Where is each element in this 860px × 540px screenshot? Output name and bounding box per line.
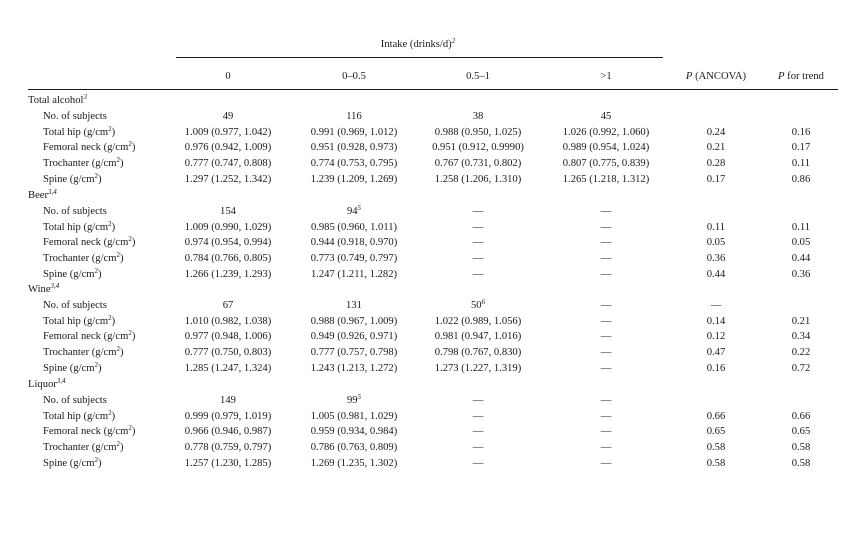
table-cell xyxy=(311,363,398,374)
table-cell xyxy=(311,158,398,169)
table-cell xyxy=(185,253,272,264)
table-cell-value: — xyxy=(600,205,612,217)
table-cell xyxy=(601,363,612,374)
table-cell xyxy=(563,158,650,169)
table-cell xyxy=(601,331,612,342)
table-cell-value: 0.985 (0.960, 1.011) xyxy=(310,221,398,233)
table-cell xyxy=(185,347,272,358)
unit-exponent: 2 xyxy=(94,361,98,369)
p-trend-cell: 0.34 xyxy=(791,331,811,343)
group-title-text: Total alcohol xyxy=(28,95,84,106)
table-cell xyxy=(563,174,650,185)
group-title xyxy=(28,95,87,106)
table-cell-value: — xyxy=(600,410,612,422)
p-ancova-cell: 0.11 xyxy=(706,221,726,233)
p-trend-cell: 0.66 xyxy=(791,410,811,422)
intake-span-rule xyxy=(176,57,663,58)
unit-exponent: 2 xyxy=(116,440,120,449)
table-cell xyxy=(601,253,612,264)
table-cell-value: 1.239 (1.209, 1.269) xyxy=(310,174,398,185)
row-label: Spine $(g/cm^2)$ xyxy=(43,267,102,280)
table-cell xyxy=(311,331,398,342)
table-cell xyxy=(185,158,272,169)
table-cell xyxy=(435,158,522,169)
table-cell-value: — xyxy=(472,442,484,454)
unit-exponent: 2 xyxy=(128,235,132,244)
table-cell xyxy=(563,127,650,138)
table-cell-value: — xyxy=(600,347,612,359)
table-cell-value: 0.944 (0.918, 0.970) xyxy=(310,237,398,249)
row-label-text: Femoral neck (g/cm xyxy=(43,426,129,438)
table-cell-value: — xyxy=(472,269,484,280)
p-trend-cell: 0.58 xyxy=(791,442,811,454)
p-ancova-cell: 0.44 xyxy=(706,269,726,280)
p-ancova-cell: 0.24 xyxy=(706,126,726,138)
table-cell-value: 49 xyxy=(222,110,234,122)
p-ancova-cell: 0.36 xyxy=(706,253,726,265)
table-cell xyxy=(223,300,234,311)
table-cell xyxy=(601,316,612,327)
table-cell-value: 1.273 (1.227, 1.319) xyxy=(434,363,522,374)
col-header-p-trend-symbol: P xyxy=(778,71,785,82)
table-cell-value: — xyxy=(472,458,484,469)
group-title-footnote: 3 xyxy=(83,93,87,101)
row-label-text: No. of subjects xyxy=(43,394,107,406)
row-label-text: No. of subjects xyxy=(43,205,107,217)
unit-exponent: 2 xyxy=(128,329,132,338)
table-cell xyxy=(473,253,484,264)
table-cell-value: 0.777 (0.757, 0.798) xyxy=(310,347,398,359)
table-cell xyxy=(470,297,486,311)
p-ancova-cell: 0.58 xyxy=(706,458,726,469)
table-cell-value: 0.988 (0.967, 1.009) xyxy=(310,315,398,327)
row-label: Total hip $(g/cm^2)$ xyxy=(43,408,116,422)
table-cell xyxy=(311,347,398,358)
p-trend-cell: 0.58 xyxy=(791,458,811,469)
intake-header xyxy=(381,39,455,50)
row-label-text: Spine (g/cm xyxy=(43,458,95,469)
table-cell xyxy=(601,222,612,233)
table-cell xyxy=(346,203,362,217)
row-label-text: No. of subjects xyxy=(43,299,107,311)
table-cell xyxy=(311,127,398,138)
table-cell-value: 1.285 (1.247, 1.324) xyxy=(184,363,272,374)
table-cell-value: 0.949 (0.926, 0.971) xyxy=(310,331,398,343)
p-trend-cell: 0.36 xyxy=(791,269,811,280)
group-title-text: Wine xyxy=(28,284,51,295)
table-cell-value: — xyxy=(600,426,612,438)
row-label-text: Trochanter (g/cm xyxy=(43,442,117,454)
table-cell xyxy=(185,442,272,453)
table-cell xyxy=(311,142,398,153)
p-trend-cell: 0.11 xyxy=(791,158,811,170)
group-title-footnote: 3,4 xyxy=(56,377,66,385)
table-cell-value: — xyxy=(472,426,484,438)
table-cell xyxy=(311,253,398,264)
table-cell-value: 1.297 (1.252, 1.342) xyxy=(184,174,272,185)
table-cell-value: 1.257 (1.230, 1.285) xyxy=(184,458,272,469)
table-cell-value: 1.022 (0.989, 1.056) xyxy=(434,315,522,327)
table-cell-value: — xyxy=(600,269,612,280)
table-cell-value: 116 xyxy=(346,110,362,122)
table-cell-value: 50 xyxy=(470,299,482,311)
table-cell-value: — xyxy=(472,205,484,217)
table-cell-value: — xyxy=(600,237,612,249)
row-label: Femoral neck $(g/cm^2)$ xyxy=(43,140,136,154)
group-title-text: Liquor xyxy=(28,379,57,390)
table-cell-value: 0.773 (0.749, 0.797) xyxy=(310,253,398,265)
group-title-footnote: 3,4 xyxy=(48,188,57,196)
table-cell xyxy=(601,395,612,406)
unit-exponent: 2 xyxy=(108,313,112,322)
header-bottom-rule xyxy=(28,89,838,90)
table-cell xyxy=(601,269,612,280)
row-label: Trochanter $(g/cm^2)$ xyxy=(43,156,124,170)
p-trend-cell: 0.05 xyxy=(791,237,811,249)
table-cell-value: — xyxy=(472,221,484,233)
row-label-text: Trochanter (g/cm xyxy=(43,347,117,359)
table-cell xyxy=(601,300,612,311)
table-cell-value: — xyxy=(472,237,484,249)
table-cell xyxy=(185,174,272,185)
table-cell xyxy=(185,363,272,374)
table-cell xyxy=(185,127,272,138)
p-ancova-cell: 0.14 xyxy=(706,315,726,327)
col-header-p-ancova-text: (ANCOVA) xyxy=(692,71,747,82)
table-cell-value: — xyxy=(472,253,484,265)
table-cell-value: 0.767 (0.731, 0.802) xyxy=(434,158,522,170)
p-trend-cell: 0.21 xyxy=(791,315,811,327)
table-cell xyxy=(601,111,612,122)
p-ancova-cell: 0.21 xyxy=(706,142,726,154)
table-cell xyxy=(185,331,272,342)
p-ancova-cell: 0.28 xyxy=(706,158,726,170)
table-cell-value: 1.010 (0.982, 1.038) xyxy=(184,315,272,327)
table-cell xyxy=(223,111,234,122)
row-label-text: Spine (g/cm xyxy=(43,269,95,280)
table-cell-value: 1.269 (1.235, 1.302) xyxy=(310,458,398,469)
group-title-footnote: 3,4 xyxy=(50,282,60,290)
table-cell xyxy=(601,426,612,437)
table-cell-value: 154 xyxy=(220,205,236,217)
row-label-text: Trochanter (g/cm xyxy=(43,253,117,265)
table-cell-value: — xyxy=(600,458,612,469)
row-label xyxy=(43,300,107,311)
table-cell xyxy=(432,142,524,153)
table-cell xyxy=(601,206,612,217)
table-cell-value: 94 xyxy=(346,205,358,217)
row-label: Trochanter $(g/cm^2)$ xyxy=(43,440,124,454)
group-title xyxy=(28,284,59,295)
table-cell xyxy=(185,426,272,437)
table-cell-value: — xyxy=(600,394,612,406)
p-trend-cell: 0.44 xyxy=(791,253,811,265)
row-label xyxy=(43,206,107,217)
table-cell-value: 0.988 (0.950, 1.025) xyxy=(434,126,522,138)
table-cell-value: 45 xyxy=(600,110,612,122)
p-trend-cell: 0.86 xyxy=(791,174,811,185)
table-cell-value: 1.243 (1.213, 1.272) xyxy=(310,363,398,374)
table-cell-value: 67 xyxy=(222,299,234,311)
table-cell-value: — xyxy=(600,253,612,265)
table-cell-value: 1.266 (1.239, 1.293) xyxy=(184,269,272,280)
table-cell xyxy=(311,174,398,185)
table-cell-value: 0.966 (0.946, 0.987) xyxy=(184,426,272,438)
table-cell xyxy=(311,411,398,422)
row-label: Femoral neck $(g/cm^2)$ xyxy=(43,424,136,438)
table-cell-value: 0.959 (0.934, 0.984) xyxy=(310,426,398,438)
unit-exponent: 2 xyxy=(116,345,120,354)
row-label xyxy=(43,395,107,406)
table-cell xyxy=(473,458,484,469)
table-cell-value: — xyxy=(600,331,612,343)
unit-exponent: 2 xyxy=(116,251,120,260)
unit-exponent: 2 xyxy=(128,140,132,149)
group-title-text: Beer xyxy=(28,190,48,201)
col-header-1: 0–0.5 xyxy=(342,71,366,82)
group-title xyxy=(28,379,66,390)
p-ancova-cell: — xyxy=(710,299,722,311)
p-trend-cell: 0.17 xyxy=(791,142,811,154)
table-cell xyxy=(473,237,484,248)
p-trend-cell: 0.72 xyxy=(791,363,811,374)
table-cell-value: 0.777 (0.750, 0.803) xyxy=(184,347,272,359)
table-cell xyxy=(185,142,272,153)
table-cell-value: 1.026 (0.992, 1.060) xyxy=(562,126,650,138)
table-cell-value: 0.784 (0.766, 0.805) xyxy=(184,253,272,265)
group-title xyxy=(28,190,57,201)
table-cell-value: 0.977 (0.948, 1.006) xyxy=(184,331,272,343)
row-label-text: Spine (g/cm xyxy=(43,363,95,374)
table-cell xyxy=(473,411,484,422)
p-ancova-cell: 0.17 xyxy=(706,174,726,185)
row-label-text: Femoral neck (g/cm xyxy=(43,331,129,343)
table-cell-value: — xyxy=(600,221,612,233)
table-cell-value: 0.974 (0.954, 0.994) xyxy=(184,237,272,249)
row-label: Femoral neck $(g/cm^2)$ xyxy=(43,329,136,343)
table-cell xyxy=(185,237,272,248)
table-cell xyxy=(601,411,612,422)
row-label-text: Total hip (g/cm xyxy=(43,126,109,138)
table-cell xyxy=(311,237,398,248)
p-ancova-cell: 0.12 xyxy=(706,331,726,343)
p-ancova-cell: 0.05 xyxy=(706,237,726,249)
row-label: Spine $(g/cm^2)$ xyxy=(43,361,102,374)
unit-exponent: 2 xyxy=(116,156,120,165)
p-trend-cell: 0.16 xyxy=(791,126,811,138)
table-cell-value: 0.798 (0.767, 0.830) xyxy=(434,347,522,359)
table-cell xyxy=(473,269,484,280)
p-trend-cell: 0.11 xyxy=(791,221,811,233)
table-cell xyxy=(435,316,522,327)
unit-exponent: 2 xyxy=(108,408,112,417)
table-cell-footnote: 5 xyxy=(357,392,362,401)
table-cell xyxy=(185,222,272,233)
row-label-text: Trochanter (g/cm xyxy=(43,158,117,170)
table-cell xyxy=(473,426,484,437)
table-cell-value: 1.009 (0.977, 1.042) xyxy=(184,126,272,138)
table-cell xyxy=(473,222,484,233)
row-label: Spine $(g/cm^2)$ xyxy=(43,456,102,469)
p-trend-cell: 0.22 xyxy=(791,347,811,359)
unit-exponent: 2 xyxy=(108,124,112,133)
row-label-text: Total hip (g/cm xyxy=(43,315,109,327)
table-cell-value: 149 xyxy=(220,394,236,406)
row-label-text: Femoral neck (g/cm xyxy=(43,142,129,154)
p-trend-cell: 0.65 xyxy=(791,426,811,438)
table-cell xyxy=(435,174,522,185)
table-cell-value: 1.247 (1.211, 1.282) xyxy=(310,269,398,280)
table-cell xyxy=(346,300,362,311)
table-cell-value: 38 xyxy=(472,110,484,122)
p-ancova-cell: 0.47 xyxy=(706,347,726,359)
row-label xyxy=(43,111,107,122)
table-cell-value: — xyxy=(472,410,484,422)
unit-exponent: 2 xyxy=(108,219,112,228)
row-label: Femoral neck $(g/cm^2)$ xyxy=(43,235,136,249)
col-header-0: 0 xyxy=(225,71,231,82)
table-cell-value: 1.258 (1.206, 1.310) xyxy=(434,174,522,185)
table-cell xyxy=(185,269,272,280)
table-cell xyxy=(311,269,397,280)
table-cell xyxy=(311,222,397,233)
table-cell-footnote: 6 xyxy=(481,297,486,306)
table-cell-value: 0.989 (0.954, 1.024) xyxy=(562,142,650,154)
row-label-text: Total hip (g/cm xyxy=(43,221,109,233)
table-cell xyxy=(473,442,484,453)
table-cell-value: 0.778 (0.759, 0.797) xyxy=(184,442,272,454)
col-header-p-ancova-symbol: P xyxy=(685,71,693,82)
table-cell xyxy=(563,142,650,153)
row-label: Trochanter $(g/cm^2)$ xyxy=(43,251,124,265)
table-cell-footnote: 5 xyxy=(357,203,362,212)
table-cell-value: — xyxy=(600,299,612,311)
table-cell-value: 1.265 (1.218, 1.312) xyxy=(562,174,650,185)
table-cell-value: 0.976 (0.942, 1.009) xyxy=(184,142,272,154)
col-header-3: >1 xyxy=(600,71,612,82)
row-label: Total hip $(g/cm^2)$ xyxy=(43,124,116,138)
table-cell-value: 0.951 (0.928, 0.973) xyxy=(310,142,398,154)
col-header-p-trend-text: for trend xyxy=(784,71,824,82)
row-label: Total hip $(g/cm^2)$ xyxy=(43,313,116,327)
table-cell-value: 0.991 (0.969, 1.012) xyxy=(310,126,398,138)
intake-header-text: Intake (drinks/d) xyxy=(380,39,452,50)
p-ancova-cell: 0.16 xyxy=(706,363,726,374)
table-cell-value: — xyxy=(472,394,484,406)
table-cell xyxy=(346,111,362,122)
row-label-text: Spine (g/cm xyxy=(43,174,95,185)
table-cell-value: — xyxy=(600,442,612,454)
table-cell-value: 0.777 (0.747, 0.808) xyxy=(184,158,272,170)
table-cell xyxy=(473,111,484,122)
table-cell-value: 0.807 (0.775, 0.839) xyxy=(562,158,650,170)
table-cell xyxy=(601,458,612,469)
table-cell xyxy=(220,395,236,406)
table-cell-value: 99 xyxy=(346,394,358,406)
intake-header-footnote: 2 xyxy=(451,37,456,45)
table-cell xyxy=(185,316,272,327)
table-cell xyxy=(311,442,398,453)
table-cell xyxy=(435,127,522,138)
col-header-p-trend xyxy=(778,71,824,82)
col-header-p-ancova xyxy=(686,71,746,82)
table-cell-value: 1.005 (0.981, 1.029) xyxy=(310,410,398,422)
table-cell-value: — xyxy=(600,363,612,374)
table-cell-value: 0.999 (0.979, 1.019) xyxy=(184,410,272,422)
table-cell-value: 0.951 (0.912, 0.9990) xyxy=(432,142,524,154)
table-cell-value: — xyxy=(600,315,612,327)
table-cell xyxy=(311,458,398,469)
table-cell-value: 0.786 (0.763, 0.809) xyxy=(310,442,398,454)
row-label: Trochanter $(g/cm^2)$ xyxy=(43,345,124,359)
table-cell xyxy=(473,395,484,406)
p-ancova-cell: 0.65 xyxy=(706,426,726,438)
table-cell-value: 1.009 (0.990, 1.029) xyxy=(184,221,272,233)
unit-exponent: 2 xyxy=(94,172,98,180)
p-ancova-cell: 0.58 xyxy=(706,442,726,454)
table-cell xyxy=(473,206,484,217)
p-ancova-cell: 0.66 xyxy=(706,410,726,422)
row-label-text: Femoral neck (g/cm xyxy=(43,237,129,249)
table-cell xyxy=(220,206,236,217)
table-cell xyxy=(601,347,612,358)
col-header-2: 0.5–1 xyxy=(466,71,490,82)
row-label-text: No. of subjects xyxy=(43,110,107,122)
table-cell xyxy=(601,237,612,248)
table-cell xyxy=(435,363,522,374)
table-cell xyxy=(346,392,362,406)
table-cell xyxy=(185,458,272,469)
table-cell-value: 0.981 (0.947, 1.016) xyxy=(434,331,522,343)
table-cell-value: 131 xyxy=(346,299,362,311)
row-label: Total hip $(g/cm^2)$ xyxy=(43,219,116,233)
table-cell-value: 0.774 (0.753, 0.795) xyxy=(310,158,398,170)
unit-exponent: 2 xyxy=(128,424,132,433)
unit-exponent: 2 xyxy=(94,267,98,275)
row-label: Spine $(g/cm^2)$ xyxy=(43,172,102,185)
table-cell xyxy=(185,411,272,422)
table-cell xyxy=(311,426,398,437)
table-cell xyxy=(601,442,612,453)
row-label-text: Total hip (g/cm xyxy=(43,410,109,422)
table-cell xyxy=(311,316,398,327)
table-cell xyxy=(435,347,522,358)
unit-exponent: 2 xyxy=(94,456,98,464)
table-cell xyxy=(435,331,522,342)
